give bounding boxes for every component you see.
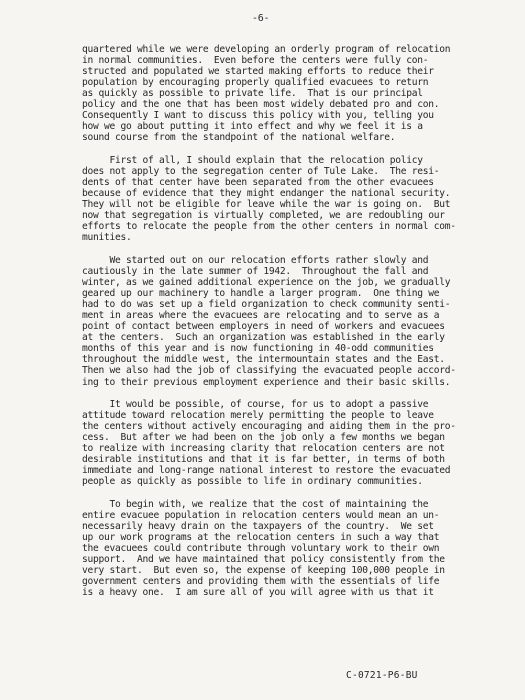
text-line: immediate and long-range national interest to restore the evacuated: [82, 465, 451, 477]
page-number: -6-: [252, 13, 270, 24]
text-line: munities.: [82, 232, 132, 244]
text-line: policy and the one that has been most widely debated pro and con.: [82, 99, 440, 111]
text-line: the evacuees could contribute through voluntary work to their own: [82, 543, 440, 555]
text-line: because of evidence that they might endanger the national security.: [82, 188, 451, 200]
text-line: is a heavy one. I am sure all of you will agree with us that it: [82, 587, 434, 599]
text-line: ing to their previous employment experience and their basic skills.: [82, 376, 451, 388]
text-line: very start. But even so, the expense of keeping 100,000 people in: [82, 565, 445, 577]
text-line: up our work programs at the relocation centers in such a way that: [82, 532, 440, 544]
paragraph-gap: [82, 488, 482, 500]
text-line: at the centers. Such an organization was established in the early: [82, 332, 445, 344]
text-line: structed and populated we started making efforts to reduce their: [82, 66, 434, 78]
text-line: as quickly as possible to private life. That is our principal: [82, 88, 423, 100]
body-text: [82, 44, 482, 599]
text-line: efforts to relocate the people from the other centers in normal com-: [82, 221, 456, 233]
text-line: government centers and providing them with the essentials of life: [82, 576, 440, 588]
text-line: point of contact between employers in need of workers and evacuees: [82, 321, 445, 333]
text-line: First of all, I should explain that the relocation policy: [82, 155, 423, 167]
text-line: population by encouraging properly qualified evacuees to return: [82, 77, 429, 89]
text-line: cautiously in the late summer of 1942. Throughout the fall and: [82, 266, 429, 278]
text-line: in normal communities. Even before the centers were fully con-: [82, 55, 429, 67]
text-line: now that segregation is virtually completed, we are redoubling our: [82, 210, 445, 222]
paragraph: [82, 155, 482, 243]
text-line: winter, as we gained additional experience on the job, we gradually: [82, 277, 451, 289]
text-line: entire evacuee population in relocation centers would mean an un-: [82, 510, 440, 522]
text-line: had to do was set up a field organization to check community senti-: [82, 299, 451, 311]
text-line: how we go about putting it into effect and why we feel it is a: [82, 121, 423, 133]
text-line: attitude toward relocation merely permitting the people to leave: [82, 410, 434, 422]
text-line: cess. But after we had been on the job only a few months we began: [82, 432, 445, 444]
text-line: people as quickly as possible to life in ordinary communities.: [82, 476, 423, 488]
text-line: desirable institutions and that it is far better, in terms of both: [82, 454, 445, 466]
text-line: support. And we have maintained that policy consistently from the: [82, 554, 445, 566]
text-line: sound course from the standpoint of the national welfare.: [82, 132, 396, 144]
document-code: C-0721-P6-BU: [346, 670, 418, 681]
paragraph-gap: [82, 388, 482, 400]
paragraph: [82, 399, 482, 487]
text-line: They will not be eligible for leave while the war is going on. But: [82, 199, 451, 211]
text-line: to realize with increasing clarity that relocation centers are not: [82, 443, 445, 455]
paragraph-gap: [82, 143, 482, 155]
text-line: necessarily heavy drain on the taxpayers of the country. We set: [82, 521, 434, 533]
text-line: the centers without actively encouraging and aiding them in the pro-: [82, 421, 456, 433]
text-line: throughout the middle west, the intermountain states and the East.: [82, 354, 445, 366]
text-line: months of this year and is now functioning in 40-odd communities: [82, 343, 434, 355]
text-line: Consequently I want to discuss this policy with you, telling you: [82, 110, 434, 122]
text-line: quartered while we were developing an orderly program of relocation: [82, 44, 451, 55]
text-line: geared up our machinery to handle a larger program. One thing we: [82, 288, 440, 300]
text-line: ment in areas where the evacuees are relocating and to serve as a: [82, 310, 440, 322]
paragraph: [82, 255, 482, 388]
text-line: We started out on our relocation efforts rather slowly and: [82, 254, 429, 266]
text-line: It would be possible, of course, for us to adopt a passive: [82, 399, 429, 411]
text-line: dents of that center have been separated from the other evacuees: [82, 177, 434, 189]
paragraph: [82, 499, 482, 598]
paragraph: [82, 44, 482, 143]
text-line: does not apply to the segregation center of Tule Lake. The resi-: [82, 166, 440, 178]
paragraph-gap: [82, 243, 482, 255]
text-line: Then we also had the job of classifying the evacuated people accord-: [82, 365, 456, 377]
text-line: To begin with, we realize that the cost of maintaining the: [82, 499, 429, 511]
